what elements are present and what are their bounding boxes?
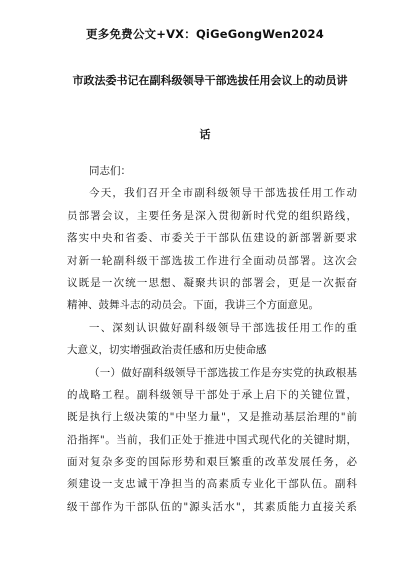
paragraph-line: （一）做好副科级领导干部选拔工作是夯实党的执政根基 <box>89 366 357 379</box>
paragraph-line: 既是执行上级决策的"中坚力量"，又是推动基层治理的"前 <box>67 411 357 424</box>
paragraph-line: 对新一轮副科级干部选拔工作进行全面动员部署。这次会 <box>67 254 357 267</box>
salutation: 同志们： <box>89 165 131 177</box>
paragraph-line: 员部署会议，主要任务是深入贯彻新时代党的组织路线， <box>67 209 357 222</box>
paragraph-line: 的战略工程。副科级领导干部处于承上启下的关键位置， <box>67 388 357 401</box>
paragraph-line: 精神、鼓舞斗志的动员会。下面，我讲三个方面意见。 <box>67 299 319 312</box>
paragraph-line: 议既是一次统一思想、凝聚共识的部署会，更是一次振奋 <box>67 276 357 289</box>
section-heading-line: 大意义，切实增强政治责任感和历史使命感 <box>67 344 267 357</box>
section-heading-line: 一、深刻认识做好副科级领导干部选拔任用工作的重 <box>89 321 357 334</box>
document-title-line-1: 市政法委书记在副科级领导干部选拔任用会议上的动员讲 <box>72 74 348 87</box>
paragraph-line: 须建设一支忠诚干净担当的高素质专业化干部队伍。副科 <box>67 478 357 491</box>
paragraph-line: 落实中央和省委、市委关于干部队伍建设的新部署新要求 <box>67 232 357 245</box>
watermark-header: 更多免费公文+VX：QiGeGongWen2024 <box>86 27 324 41</box>
paragraph-line: 今天，我们召开全市副科级领导干部选拔任用工作动 <box>89 187 357 200</box>
document-body <box>67 160 357 518</box>
document-title-line-2: 话 <box>199 128 211 141</box>
paragraph-line: 级干部作为干部队伍的"源头活水"，其素质能力直接关系 <box>67 500 357 513</box>
paragraph-line: 面对复杂多变的国际形势和艰巨繁重的改革发展任务，必 <box>67 456 357 469</box>
paragraph-line: 沿指挥"。当前，我们正处于推进中国式现代化的关键时期， <box>67 433 357 446</box>
